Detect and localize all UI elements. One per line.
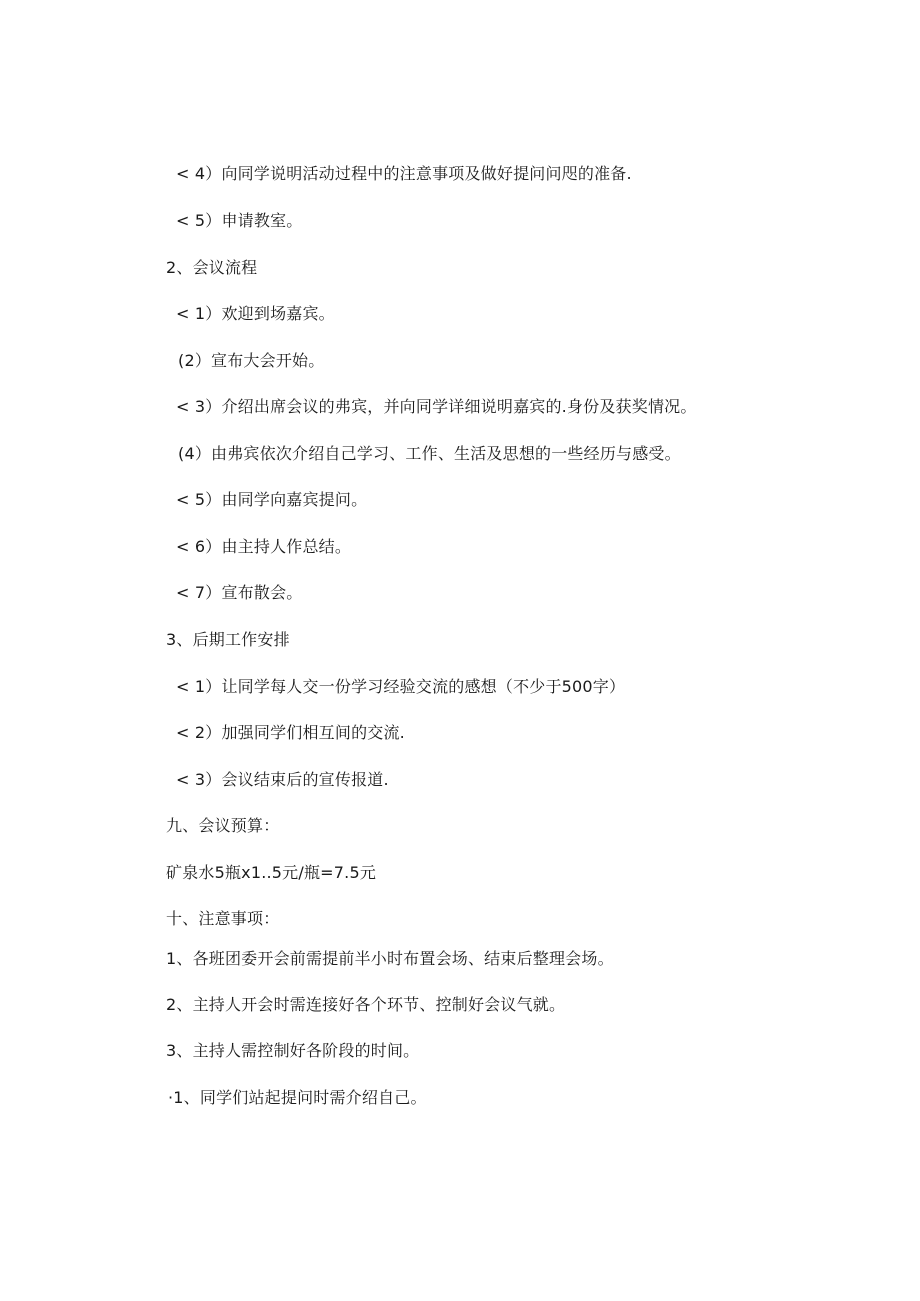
followup-item-3: < 3）会议结束后的宣传报道. xyxy=(176,770,389,789)
section-heading-meeting-flow: 2、会议流程 xyxy=(166,258,258,277)
budget-line: 矿泉水5瓶x1..5元/瓶=7.5元 xyxy=(166,863,377,882)
prep-item-5: < 5）申请教室。 xyxy=(176,211,303,230)
flow-item-6: < 6）由主持人作总结。 xyxy=(176,537,352,556)
note-item-4: ·1、同学们站起提问时需介绍自己。 xyxy=(168,1088,427,1107)
section-heading-followup: 3、后期工作安排 xyxy=(166,630,290,649)
flow-item-5: < 5）由同学向嘉宾提问。 xyxy=(176,490,368,509)
flow-item-2: (2）宣布大会开始。 xyxy=(178,351,325,370)
flow-item-3: < 3）介绍出席会议的弗宾，并向同学详细说明嘉宾的.身份及获奖情况。 xyxy=(176,397,697,416)
flow-item-1: < 1）欢迎到场嘉宾。 xyxy=(176,304,335,323)
section-heading-notes: 十、注意事项： xyxy=(166,909,280,928)
section-heading-budget: 九、会议预算： xyxy=(166,816,280,835)
note-item-2: 2、主持人开会时需连接好各个环节、控制好会议气就。 xyxy=(166,995,566,1014)
note-item-1: 1、各班团委开会前需提前半小时布置会场、结束后整理会场。 xyxy=(166,949,614,968)
note-item-3: 3、主持人需控制好各阶段的时间。 xyxy=(166,1041,420,1060)
followup-item-1: < 1）让同学每人交一份学习经验交流的感想（不少于500字） xyxy=(176,677,626,696)
flow-item-7: < 7）宣布散会。 xyxy=(176,583,303,602)
flow-item-4: (4）由弗宾依次介绍自己学习、工作、生活及思想的一些经历与感受。 xyxy=(178,444,681,463)
prep-item-4: < 4）向同学说明活动过程中的注意事项及做好提问问咫的准备. xyxy=(176,164,632,183)
followup-item-2: < 2）加强同学们相互间的交流. xyxy=(176,723,405,742)
